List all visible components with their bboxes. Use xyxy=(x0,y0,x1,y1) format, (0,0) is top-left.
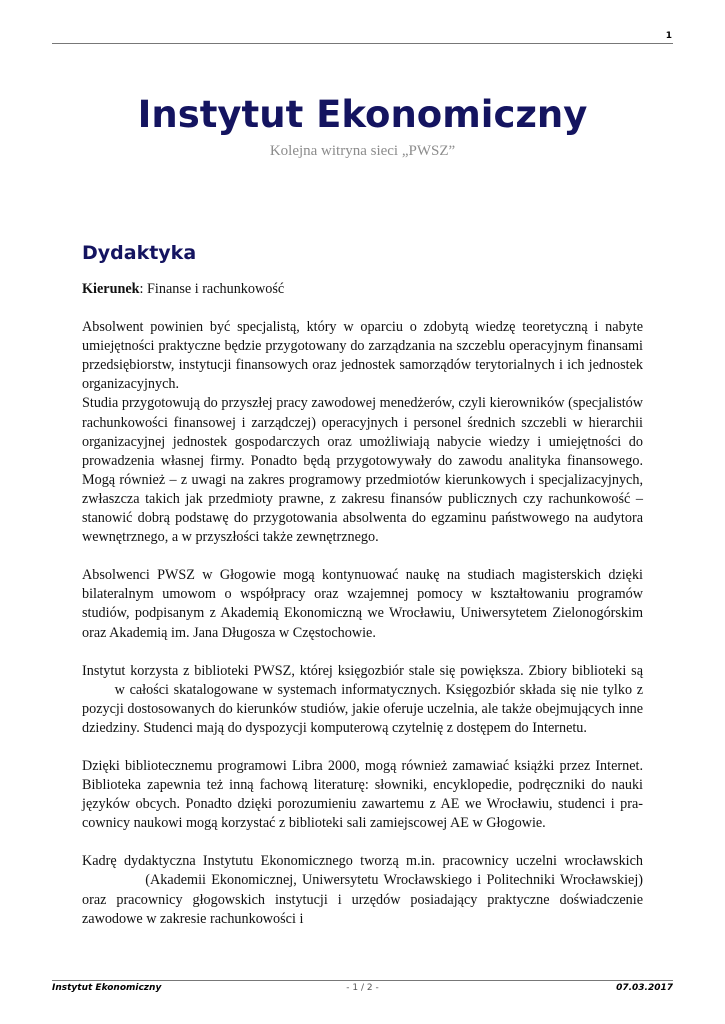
paragraph-staff xyxy=(82,852,643,928)
kierunek-label: Kierunek xyxy=(82,281,140,297)
paragraph-study-outcomes: Studia przygotowują do przyszłej pracy zawodowej menedżerów, czyli kierowników (specjalistów rachunkowości finansowej i zarządczej) operacyjnych i personel średnich szczebli w hierarchii organizacyjnej jednostek gospodarczych oraz umożliwiają nabycie wiedzy i umiejętności do prowadzenia własnej firmy. Ponadto będą przygotowywały do zawodu analityka finansowego. Mogą również – z uwagi na zakres programowy przedmiotów kierunkowych i specjalizacyjnych, zwłaszcza takich jak przedmioty prawne, z zakresu finansów publicznych czy rachunkowość – stanowić dobrą podstawę do przygotowania absolwenta do egzaminu państwowego na audytora wewnętrznego, a w przyszłości także zewnętrznego. xyxy=(82,395,643,546)
page-footer xyxy=(52,983,673,997)
paragraph-graduate-profile: Absolwent powinien być specjalistą, który w oparciu o zdobytą wiedzę teoretyczną i nabyte umiejętności praktyczne będzie przygotowany do zarządzania na szczeblu operacyjnym finansami przedsiębiorstw, instytucji finansowych oraz jednostek samorządów terytorialnych i ich jednostek organizacyjnych. xyxy=(82,319,643,393)
header-divider xyxy=(52,43,673,44)
footer-divider xyxy=(52,980,673,981)
page-heading: Dydaktyka xyxy=(82,242,197,264)
staff-text-part2: (Akademii Ekonomicznej, Uniwersytetu Wrocławskiego i Politechniki Wrocławskiej) oraz pracownicy głogowskich instytucji i urzędów posiadający praktyczne doświadczenie zawodowe w zakresie rachunkowości i xyxy=(82,872,644,927)
article-body xyxy=(82,280,643,948)
footer-site-name: Instytut Ekonomiczny xyxy=(52,983,162,993)
kierunek-value: : Finanse i rachunkowość xyxy=(139,281,285,297)
paragraph-masters-continuation: Absolwenci PWSZ w Głogowie mogą kontynuować naukę na studiach magisterskich dzięki bilateralnym umowom o współpracy oraz wzajemnej pomocy w kształtowaniu programów studiów, podpisanym z Akademią Ekonomiczną we Wrocławiu, Uniwersytetem Zielonogórskim oraz Akademią im. Jana Długosza w Częstochowie. xyxy=(82,567,643,641)
staff-text-part1: Kadrę dydaktyczna Instytutu Ekonomicznego tworzą m.in. pracownicy uczelni wrocławskich xyxy=(82,853,643,870)
paragraph-libra: Dzięki bibliotecznemu programowi Libra 2000, mogą również zamawiać książki przez Internet. Biblioteka zapewnia też inną fachową literaturę: słowniki, encyklopedie, podręczniki do nauki języków obcych. Ponadto dzięki porozumieniu zawartemu z AE we Wrocławiu, studenci i pra- cownicy naukowi mogą korzystać z biblioteki sali zamiejscowej AE w Głogowie. xyxy=(82,757,643,832)
library-text-part1: Instytut korzysta z biblioteki PWSZ, której księgozbiór stale się powiększa. Zbiory biblioteki są xyxy=(82,662,643,679)
footer-date: 07.03.2017 xyxy=(616,983,673,993)
paragraph-library xyxy=(82,662,643,738)
kierunek-line xyxy=(82,280,643,299)
page-number: 1 xyxy=(665,31,672,41)
footer-pagination: - 1 / 2 - xyxy=(346,983,379,993)
site-title[interactable]: Instytut Ekonomiczny xyxy=(137,93,588,136)
library-text-part2: w całości skatalogowane w systemach informatycznych. Księgozbiór składa się nie tylko z pozycji dostosowanych do kierunków studiów, jakie oferuje uczelnia, ale także obejmujących inne dziedziny. Studenci mają do dyspozycji komputerową czytelnię z dostępem do Internetu. xyxy=(82,681,644,736)
site-tagline: Kolejna witryna sieci „PWSZ” xyxy=(269,143,456,159)
